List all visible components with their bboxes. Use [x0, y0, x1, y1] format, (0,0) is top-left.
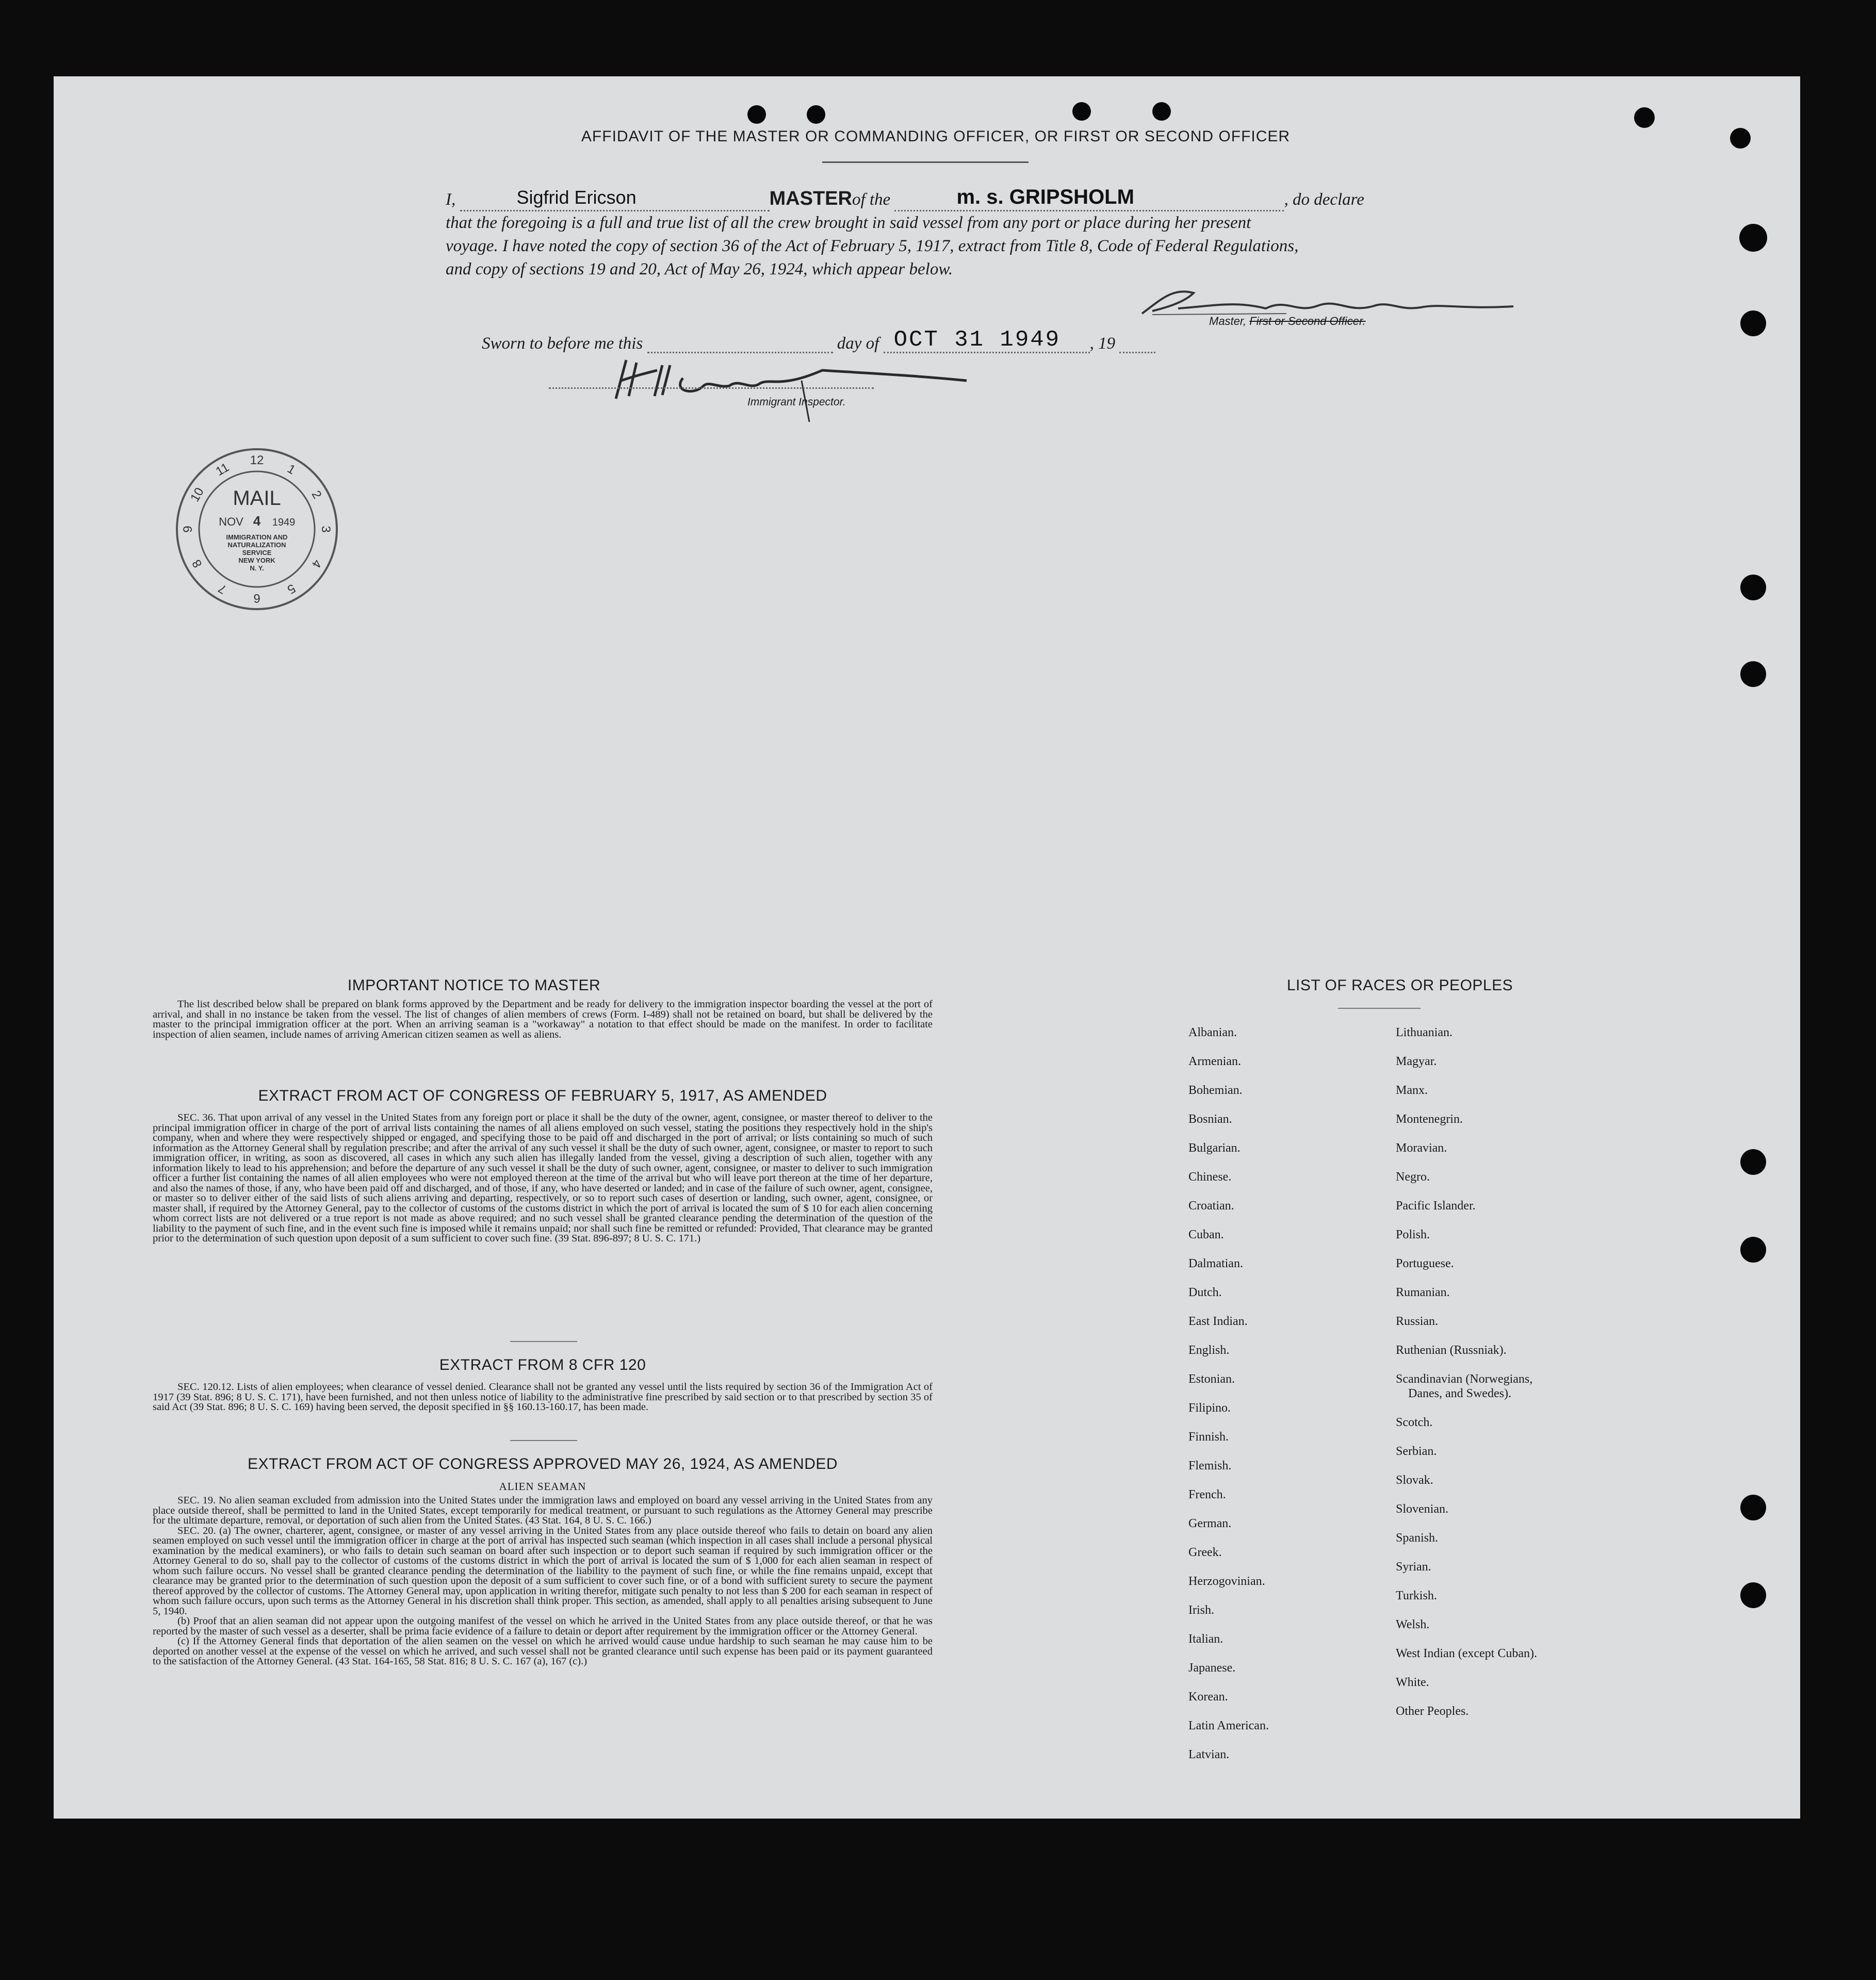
section-divider [510, 1440, 577, 1441]
declaration-line [446, 187, 1472, 211]
race-item: Finnish. [1188, 1430, 1229, 1444]
races-heading: LIST OF RACES OR PEOPLES [1286, 977, 1513, 994]
sec-36-text: SEC. 36. That upon arrival of any vessel in the United States from any foreign port or place it shall be the duty of the owner, agent, consignee, or master thereof to deliver to the principal immigration officer in charge of the port of arrival lists containing the names of all aliens employed on such vessel, stating the positions they respectively hold in the ship's company, when and where they were respectively shipped or engaged, and specifying those to be paid off and discharged in the port of arrival; or lists containing so much of such information as the Attorney General shall by regulation prescribe; and after the arrival of any such vessel it shall be the duty of such owner, agent, consignee, or master to report to such immigration officer, in writing, as soon as discovered, all cases in which any such alien has illegally landed from the vessel, giving a description of such alien, together with any information likely to lead to his apprehension; and before the departure of any such vessel it shall be the duty of such owner, agent, consignee, or master to deliver to such immigration officer a further list containing the names of all alien employees who were not employed thereon at the time of the arrival but who will leave port thereon at the time of her departure, and also the names of those, if any, who have been paid off and discharged, and of those, if any, who have deserted or landed; and in case of the failure of such owner, agent, consignee, or master so to deliver either of the said lists of such aliens arriving and departing, respectively, or so to report such cases of desertion or landing, such owner, agent, consignee, or master shall, if required by the Attorney General, pay to the collector of customs of the customs district in which the port of arrival is located the sum of $ 10 for each alien concerning whom correct lists are not delivered or a true report is not made as above required; and no such vessel shall be granted clearance pending the determination of the question of the liability to the payment of such fine, and in the event such fine is imposed while it remains unpaid; nor shall such fine be remitted or refunded: Provided, That clearance may be granted prior to the determination of such question upon deposit of a sum sufficient to cover such fine. (39 Stat. 896-897; 8 U. S. C. 171.) [153, 1112, 933, 1244]
master-caption-label: Master, [1209, 315, 1247, 328]
race-item: Scotch. [1396, 1416, 1433, 1429]
extract-1924-body [153, 1496, 933, 1667]
stamp-ring-number: 2 [308, 488, 324, 501]
stamp-line-3: IMMIGRATION AND [226, 533, 288, 541]
extract-1924-heading: EXTRACT FROM ACT OF CONGRESS APPROVED MAY 26, 1924, AS AMENDED [247, 1455, 838, 1472]
year-prefix: , 19 [1089, 334, 1116, 353]
declaration-line-2: that the foregoing is a full and true list of all the crew brought in said vessel from any port or place during her present [446, 214, 1251, 232]
race-item-line: Danes, and Swedes). [1408, 1387, 1511, 1400]
alien-seaman-subheading: ALIEN SEAMAN [499, 1480, 586, 1493]
affidavit-title: AFFIDAVIT OF THE MASTER OR COMMANDING OFFICER, OR FIRST OR SECOND OFFICER [581, 128, 1291, 145]
race-item: Portuguese. [1396, 1257, 1454, 1270]
races-rule [1338, 1008, 1421, 1009]
stamp-ring-number: 3 [319, 526, 333, 533]
race-item: Irish. [1188, 1603, 1214, 1617]
stamp-ring-number: 6 [253, 591, 260, 605]
stamp-line-5: SERVICE [242, 549, 272, 557]
inspector-line [549, 387, 874, 389]
of-the-label: of the [852, 190, 891, 209]
inspector-signature [606, 350, 1008, 432]
punch-hole [1740, 1237, 1766, 1263]
mail-received-stamp [174, 447, 339, 612]
race-item: Latin American. [1188, 1719, 1269, 1732]
extract-8cfr-body [153, 1382, 933, 1413]
punch-hole [1740, 1495, 1766, 1520]
notice-text: The list described below shall be prepared on blank forms approved by the Department and be ready for delivery to the immigration inspector boarding the vessel at the port of arrival, and shall in no instance be taken from the vessel. The list of changes of alien members of crews (Form. I-489) shall not be retained on board, but shall be delivered by the master to the principal immigration officer at the port. When an arriving seaman is a "workaway" a notation to that effect should be made on the manifest. In order to facilitate inspection of alien seamen, include names of arriving American citizen seamen as well as aliens. [153, 999, 933, 1040]
race-item: Slovak. [1396, 1474, 1433, 1487]
race-item: Italian. [1188, 1632, 1224, 1646]
extract-8cfr-heading: EXTRACT FROM 8 CFR 120 [439, 1356, 646, 1373]
signature-caption [1209, 315, 1366, 328]
races-left-column [1188, 1025, 1269, 1776]
race-item: White. [1396, 1676, 1429, 1689]
race-item: Latvian. [1188, 1748, 1230, 1761]
punch-hole [1634, 107, 1655, 128]
vessel-name-field [894, 186, 1284, 211]
punch-hole [1152, 102, 1171, 121]
race-item: Montenegrin. [1396, 1112, 1463, 1126]
sworn-label: Sworn to before me this [482, 334, 643, 353]
race-item: Dalmatian. [1188, 1257, 1243, 1270]
punch-hole [1739, 224, 1767, 252]
race-item: Filipino. [1188, 1401, 1231, 1415]
race-item: Other Peoples. [1396, 1705, 1469, 1718]
race-item: Herzogovinian. [1188, 1575, 1265, 1588]
title-rule [822, 161, 1029, 163]
affidavit-paragraph [446, 187, 1472, 281]
extract-1917-heading: EXTRACT FROM ACT OF CONGRESS OF FEBRUARY 5, 1917, AS AMENDED [258, 1087, 827, 1104]
race-item: Spanish. [1396, 1531, 1439, 1545]
race-item: Armenian. [1188, 1055, 1241, 1068]
declaration-line-4: and copy of sections 19 and 20, Act of May 26, 1924, which appear below. [446, 260, 953, 279]
race-item: East Indian. [1188, 1315, 1248, 1328]
declaration-line-3: voyage. I have noted the copy of section 36 of the Act of February 5, 1917, extract from Title 8, Code of Federal Regulations, [446, 237, 1299, 255]
race-item-line: Scandinavian (Norwegians, [1396, 1372, 1533, 1386]
stamp-year: 1949 [272, 517, 296, 528]
punch-hole [807, 105, 825, 124]
race-item: West Indian (except Cuban). [1396, 1647, 1537, 1660]
race-item: Moravian. [1396, 1141, 1447, 1155]
race-item: Syrian. [1396, 1560, 1431, 1574]
punch-hole [1740, 310, 1766, 336]
race-item: Rumanian. [1396, 1286, 1450, 1299]
vessel-name: m. s. GRIPSHOLM [956, 186, 1134, 208]
master-name-field [460, 187, 770, 211]
inspector-caption: Immigrant Inspector. [747, 396, 846, 408]
stamp-day: 4 [253, 513, 261, 529]
race-item: Russian. [1396, 1315, 1439, 1328]
race-item: Korean. [1188, 1690, 1228, 1704]
punch-hole [747, 105, 766, 124]
race-item: Lithuanian. [1396, 1026, 1453, 1039]
race-item: Dutch. [1188, 1286, 1222, 1299]
stamp-ring-number: 12 [250, 453, 264, 467]
stamp-line-7: N. Y. [250, 564, 264, 572]
punch-hole [1740, 1582, 1766, 1608]
master-word: MASTER [769, 188, 852, 209]
race-item: Polish. [1396, 1228, 1430, 1241]
sec-120-text: SEC. 120.12. Lists of alien employees; when clearance of vessel denied. Clearance shall not be granted any vessel until the lists required by section 36 of the Immigration Act of 1917 (39 Stat. 896; 8 U. S. C. 171), have been furnished, and not then unless notice of liability to the administrative fine prescribed by said section or to that prescribed by section 35 of said Act (39 Stat. 896; 8 U. S. C. 169) having been served, the deposit specified in §§ 160.13-160.17, has been made. [153, 1381, 933, 1413]
race-item: French. [1188, 1488, 1226, 1501]
day-of-label: day of [837, 334, 879, 353]
stamp-month: NOV [219, 515, 243, 528]
manifest-sheet [54, 76, 1800, 1819]
stamp-ring-number: 1 [285, 462, 298, 478]
stamp-ring-number: 7 [216, 581, 229, 597]
race-item: Bulgarian. [1188, 1141, 1241, 1155]
race-item: Bosnian. [1188, 1112, 1232, 1126]
stamp-ring-number: 4 [308, 557, 324, 570]
race-item: Slovenian. [1396, 1502, 1448, 1516]
punch-hole [1072, 102, 1091, 121]
stamp-line-6: NEW YORK [238, 557, 275, 564]
sec-20a-text: SEC. 20. (a) The owner, charterer, agent, consignee, or master of any vessel arriving in the United States from any place outside thereof who fails to detain on board any alien seamen employed on such vessel until the immigration officer in charge at the port of arrival has inspected such seaman (which inspection in all cases shall include a personal physical examination by the medical examiners), or who fails to detain such seaman on board after such inspection or to deport such seaman if required by such immigration officer or the Attorney General to do so, shall pay to the collector of customs of the customs district in which the port of arrival is located the sum of $ 1,000 for each alien seaman in respect of whom such failure occurs. No vessel shall be granted clearance pending the determination of the liability to the payment of such fine, or while the fine remains unpaid, except that clearance may be granted prior to the determination of such question upon the deposit of a sum sufficient to cover such fine, or of a bond with sufficient surety to secure the payment thereof approved by the collector of customs. The Attorney General may, upon application in writing therefor, mitigate such penalty to not less than $ 200 for each seaman in respect of whom such failure occurs, upon such terms as the Attorney General in his discretion shall think proper. This section, as amended, shall apply to all penalties arising subsequent to June 5, 1940. [153, 1525, 933, 1617]
do-declare-label: , do declare [1284, 190, 1364, 209]
stamp-ring-numbers [181, 453, 333, 605]
race-item: Croatian. [1188, 1199, 1234, 1213]
races-right-column [1396, 1025, 1537, 1733]
punch-hole [1730, 128, 1751, 149]
race-item: Manx. [1396, 1084, 1428, 1097]
race-item: Serbian. [1396, 1445, 1437, 1458]
sec-19-text: SEC. 19. No alien seaman excluded from admission into the United States under the immigration laws and employed on board any vessel arriving in the United States from any place outside thereof, shall be permitted to land in the United States, except temporarily for medical treatment, or pursuant to such regulations as the Attorney General may prescribe for the ultimate departure, removal, or deportation of such alien from the United States. (43 Stat. 164, 8 U. S. C. 166.) [153, 1495, 933, 1526]
struck-officer-label: First or Second Officer. [1249, 315, 1366, 328]
punch-hole [1740, 1149, 1766, 1175]
race-item: Magyar. [1396, 1055, 1437, 1068]
race-item: Negro. [1396, 1170, 1430, 1184]
race-item: Flemish. [1188, 1459, 1232, 1472]
punch-hole [1740, 661, 1766, 687]
race-item: Turkish. [1396, 1589, 1437, 1602]
stamp-ring-number: 5 [285, 581, 298, 597]
sworn-date-stamp: OCT 31 1949 [893, 327, 1061, 353]
stamp-ring-number: 9 [181, 526, 195, 533]
race-item: Bohemian. [1188, 1084, 1243, 1097]
race-item: German. [1188, 1517, 1232, 1530]
race-item: Greek. [1188, 1546, 1222, 1559]
notice-heading: IMPORTANT NOTICE TO MASTER [347, 977, 601, 994]
stamp-ring-number: 8 [189, 557, 205, 570]
race-item: Ruthenian (Russniak). [1396, 1344, 1507, 1357]
race-item: Japanese. [1188, 1661, 1236, 1675]
i-label: I, [446, 190, 456, 209]
extract-1917-body [153, 1113, 933, 1244]
stamp-ring-number: 11 [213, 460, 232, 479]
stamp-line-4: NATURALIZATION [227, 541, 286, 549]
race-item: Welsh. [1396, 1618, 1430, 1631]
master-name: Sigfrid Ericson [516, 187, 637, 208]
punch-hole [1740, 575, 1766, 600]
race-item [1396, 1372, 1537, 1415]
section-divider [510, 1341, 577, 1342]
notice-body [153, 1000, 933, 1040]
year-field [1119, 334, 1155, 353]
race-item: Estonian. [1188, 1372, 1235, 1386]
stamp-ring-number: 10 [188, 485, 207, 504]
race-item: English. [1188, 1344, 1230, 1357]
race-item: Albanian. [1188, 1026, 1237, 1039]
sec-20b-text: (b) Proof that an alien seaman did not appear upon the outgoing manifest of the vessel on which he arrived in the United States from any place outside thereof, or that he was reported by the master of such vessel as a deserter, shall be prima facie evidence of a failure to detain or deport after requirement by the immigration officer or the Attorney General. [153, 1615, 933, 1637]
race-item: Pacific Islander. [1396, 1199, 1476, 1213]
race-item: Cuban. [1188, 1228, 1224, 1241]
sec-20c-text: (c) If the Attorney General finds that deportation of the alien seamen on the vessel on which he arrived would cause undue hardship to such seaman he may cause him to be deported on another vessel at the expense of the vessel on which he arrived, and such vessel shall not be granted clearance until such expense has been paid or its payment guaranteed to the satisfaction of the Attorney General. (43 Stat. 164-165, 58 Stat. 816; 8 U. S. C. 167 (a), 167 (c).) [153, 1635, 933, 1667]
race-item: Chinese. [1188, 1170, 1232, 1184]
stamp-mail: MAIL [233, 487, 281, 510]
